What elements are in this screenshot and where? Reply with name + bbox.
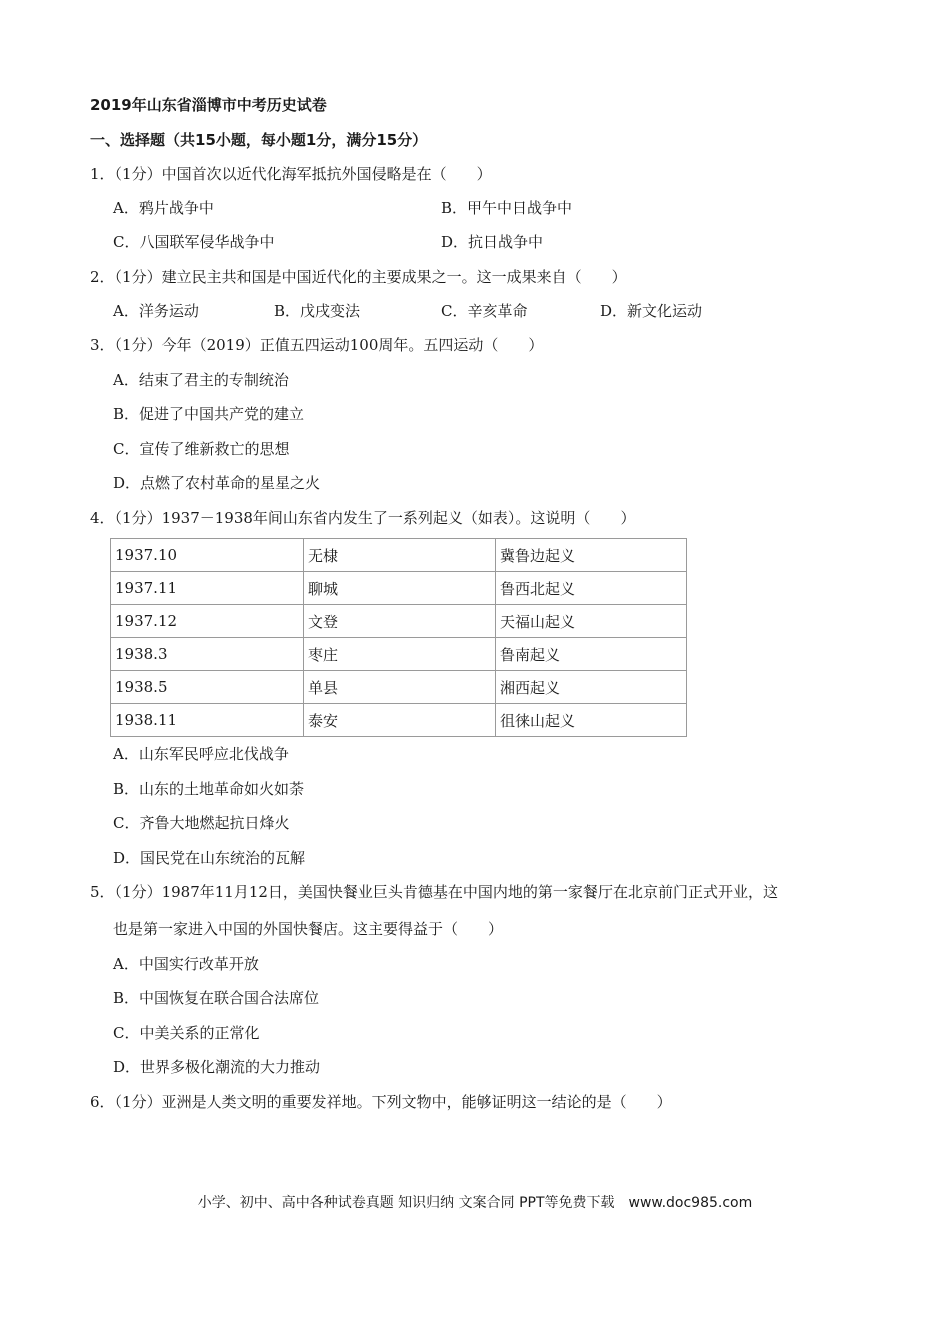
table-cell-place: 枣庄 [304, 638, 496, 671]
question-2-option-b: B．戊戌变法 [274, 302, 361, 320]
question-5-option-b: B．中国恢复在联合国合法席位 [113, 989, 320, 1007]
question-1-option-d: D．抗日战争中 [441, 233, 544, 251]
table-cell-place: 聊城 [304, 572, 496, 605]
question-2-option-c: C．辛亥革命 [441, 302, 528, 320]
question-1-option-c: C．八国联军侵华战争中 [113, 233, 275, 251]
question-5-stem-line-2: 也是第一家进入中国的外国快餐店。这主要得益于（ ） [113, 920, 504, 938]
table-row [111, 605, 687, 638]
question-4-option-c: C．齐鲁大地燃起抗日烽火 [113, 814, 290, 832]
question-1-option-b: B．甲午中日战争中 [441, 199, 573, 217]
question-2-option-a: A．洋务运动 [113, 302, 199, 320]
table-cell-date: 1938.11 [111, 704, 304, 737]
question-3-option-a: A．结束了君主的专制统治 [113, 371, 289, 389]
table-cell-date: 1938.3 [111, 638, 304, 671]
question-3-option-b: B．促进了中国共产党的建立 [113, 405, 305, 423]
table-cell-place: 泰安 [304, 704, 496, 737]
question-2-stem: 2．（1分）建立民主共和国是中国近代化的主要成果之一。这一成果来自（ ） [90, 268, 627, 286]
section-heading: 一、选择题（共15小题，每小题1分，满分15分） [90, 131, 428, 149]
question-5-option-a: A．中国实行改革开放 [113, 955, 259, 973]
question-5-stem-line-1: 5．（1分）1987年11月12日，美国快餐业巨头肯德基在中国内地的第一家餐厅在北京前门正式开业，这 [90, 883, 778, 901]
table-cell-place: 无棣 [304, 539, 496, 572]
table-cell-place: 单县 [304, 671, 496, 704]
table-row [111, 539, 687, 572]
table-cell-date: 1937.12 [111, 605, 304, 638]
question-1-option-a: A．鸦片战争中 [113, 199, 214, 217]
table-cell-event: 鲁西北起义 [496, 572, 687, 605]
question-5-option-d: D．世界多极化潮流的大力推动 [113, 1058, 321, 1076]
question-3-stem: 3．（1分）今年（2019）正值五四运动100周年。五四运动（ ） [90, 336, 544, 354]
table-row [111, 638, 687, 671]
table-cell-place: 文登 [304, 605, 496, 638]
question-5-option-c: C．中美关系的正常化 [113, 1024, 260, 1042]
table-cell-event: 徂徕山起义 [496, 704, 687, 737]
exam-title: 2019年山东省淄博市中考历史试卷 [90, 96, 327, 114]
table-row [111, 572, 687, 605]
page-footer: 小学、初中、高中各种试卷真题 知识归纳 文案合同 PPT等免费下载 www.doc985.com [197, 1195, 753, 1211]
question-3-option-c: C．宣传了维新救亡的思想 [113, 440, 290, 458]
question-4-option-d: D．国民党在山东统治的瓦解 [113, 849, 306, 867]
table-cell-date: 1937.10 [111, 539, 304, 572]
table-row [111, 704, 687, 737]
table-row [111, 671, 687, 704]
table-cell-event: 鲁南起义 [496, 638, 687, 671]
table-cell-date: 1937.11 [111, 572, 304, 605]
uprising-table [110, 538, 687, 737]
question-2-option-d: D．新文化运动 [600, 302, 703, 320]
table-cell-event: 湘西起义 [496, 671, 687, 704]
question-4-stem: 4．（1分）1937－1938年间山东省内发生了一系列起义（如表）。这说明（ ） [90, 509, 636, 527]
question-6-stem: 6．（1分）亚洲是人类文明的重要发祥地。下列文物中，能够证明这一结论的是（ ） [90, 1093, 672, 1111]
question-4-option-a: A．山东军民呼应北伐战争 [113, 745, 289, 763]
table-cell-event: 冀鲁边起义 [496, 539, 687, 572]
question-3-option-d: D．点燃了农村革命的星星之火 [113, 474, 321, 492]
question-1-stem: 1．（1分）中国首次以近代化海军抵抗外国侵略是在（ ） [90, 165, 492, 183]
question-4-option-b: B．山东的土地革命如火如荼 [113, 780, 305, 798]
table-cell-date: 1938.5 [111, 671, 304, 704]
table-cell-event: 天福山起义 [496, 605, 687, 638]
